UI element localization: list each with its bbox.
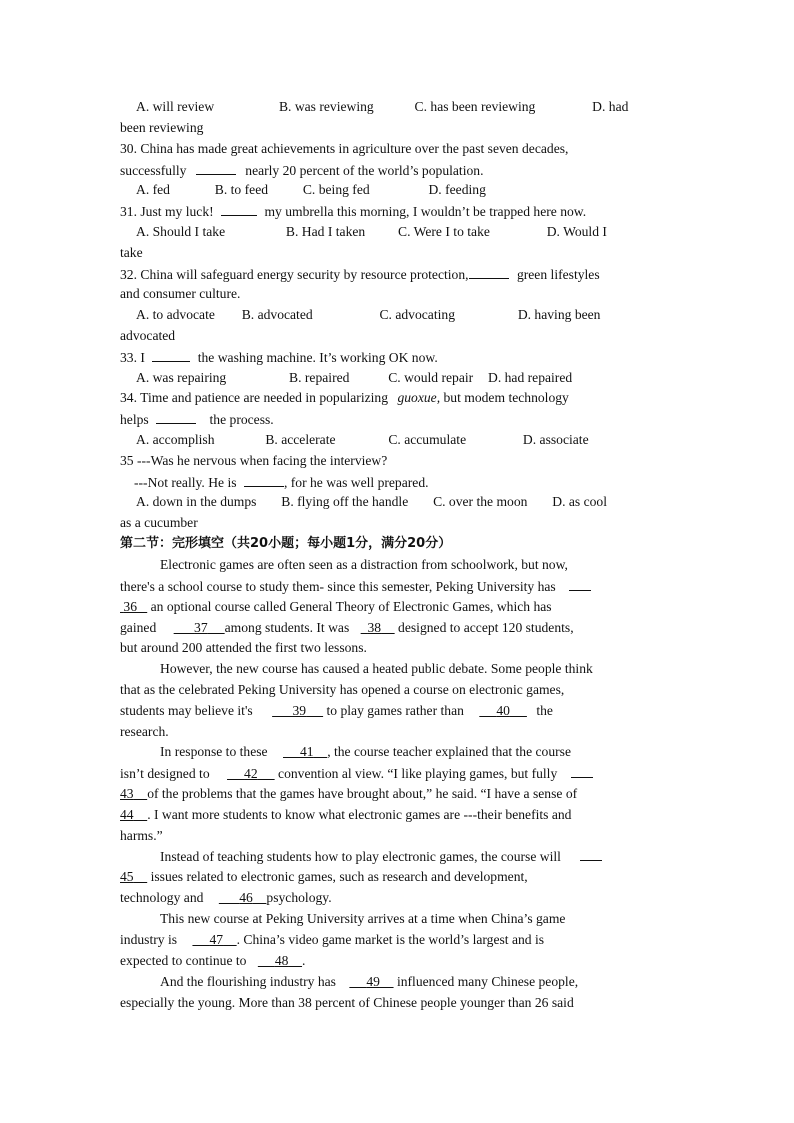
option-d: D. had repaired: [488, 370, 573, 385]
passage-line: gained 37 among students. It was 38 designed to accept 120 students,: [120, 620, 574, 635]
section-heading: 第二节：完形填空（共20小题；每小题1分，满分20分）: [120, 536, 452, 551]
q31-stem: 31. Just my luck! my umbrella this morning, I wouldn’t be trapped here now.: [120, 201, 680, 222]
option-b: B. flying off the handle: [281, 494, 409, 509]
answer-blank[interactable]: [469, 264, 509, 279]
answer-blank[interactable]: [244, 472, 284, 487]
passage-line: harms.”: [120, 828, 163, 843]
passage-line: This new course at Peking University arrives at a time when China’s game: [160, 911, 566, 926]
passage-line: research.: [120, 724, 169, 739]
option-d: D. had: [592, 99, 629, 114]
q29-option-wrap: been reviewing: [120, 120, 204, 135]
answer-blank[interactable]: [580, 846, 602, 861]
blank-41[interactable]: 41: [300, 744, 314, 759]
answer-blank[interactable]: [156, 409, 196, 424]
q29-options: [136, 97, 696, 117]
option-a: A. to advocate: [136, 307, 215, 322]
q33-options: [136, 368, 696, 388]
option-c: C. would repair: [388, 370, 474, 385]
q32-stem-line2: and consumer culture.: [120, 286, 241, 301]
passage-line: there's a school course to study them- since this semester, Peking University has: [120, 576, 680, 597]
blank-42[interactable]: 42: [244, 766, 258, 781]
answer-blank[interactable]: [152, 347, 190, 362]
option-b: B. repaired: [289, 370, 350, 385]
option-a: A. accomplish: [136, 432, 215, 447]
passage-line: especially the young. More than 38 percent of Chinese people younger than 26 said: [120, 995, 574, 1010]
option-d: D. associate: [522, 432, 589, 447]
option-c: C. accumulate: [388, 432, 467, 447]
q30-stem-line2: successfully nearly 20 percent of the world’s population.: [120, 160, 680, 181]
q35-stem-line1: 35 ---Was he nervous when facing the interview?: [120, 453, 388, 468]
q35-stem-line2: ---Not really. He is , for he was well prepared.: [134, 472, 694, 493]
q32-options: [136, 305, 696, 325]
answer-blank[interactable]: [569, 576, 591, 591]
option-c: C. Were I to take: [398, 224, 490, 239]
passage-line: expected to continue to 48 .: [120, 953, 306, 968]
option-b: B. accelerate: [265, 432, 336, 447]
blank-40[interactable]: 40: [496, 703, 510, 718]
passage-line: 44 . I want more students to know what electronic games are ---their benefits and: [120, 807, 572, 822]
passage-line: technology and 46 psychology.: [120, 890, 332, 905]
q30-options: [136, 180, 696, 200]
q35-options: [136, 492, 696, 512]
passage-line: Electronic games are often seen as a distraction from schoolwork, but now,: [160, 557, 568, 572]
q32-option-wrap: advocated: [120, 328, 176, 343]
passage-line: 45 issues related to electronic games, such as research and development,: [120, 869, 528, 884]
passage-line: However, the new course has caused a heated public debate. Some people think: [160, 661, 593, 676]
option-a: A. was repairing: [136, 370, 227, 385]
q34-options: [136, 430, 696, 450]
q30-stem-line1: 30. China has made great achievements in agriculture over the past seven decades,: [120, 141, 569, 156]
q33-stem: 33. I the washing machine. It’s working OK now.: [120, 347, 680, 368]
passage-line: but around 200 attended the first two lessons.: [120, 640, 367, 655]
passage-line: students may believe it's 39 to play games rather than 40 the: [120, 703, 553, 718]
q34-stem-line2: helps the process.: [120, 409, 680, 430]
option-a: A. fed: [136, 182, 170, 197]
blank-45[interactable]: 45: [120, 869, 134, 884]
option-b: B. to feed: [214, 182, 269, 197]
passage-line: 43 of the problems that the games have brought about,” he said. “I have a sense of: [120, 786, 578, 801]
passage-line: isn’t designed to 42 convention al view. “I like playing games, but fully: [120, 763, 680, 784]
option-a: A. will review: [136, 99, 215, 114]
q31-options: [136, 222, 696, 242]
option-d: D. Would I: [546, 224, 607, 239]
option-b: B. was reviewing: [278, 99, 374, 114]
passage-line: industry is 47 . China’s video game market is the world’s largest and is: [120, 932, 545, 947]
blank-49[interactable]: 49: [366, 974, 380, 989]
option-c: C. over the moon: [433, 494, 528, 509]
passage-line: Instead of teaching students how to play electronic games, the course will: [160, 846, 720, 867]
blank-38[interactable]: 38: [367, 620, 382, 635]
q31-option-wrap: take: [120, 245, 143, 260]
answer-blank[interactable]: [221, 201, 257, 216]
option-c: C. has been reviewing: [414, 99, 536, 114]
passage-line: 36 an optional course called General Theory of Electronic Games, which has: [120, 597, 680, 617]
answer-blank[interactable]: [571, 763, 593, 778]
blank-39[interactable]: 39: [292, 703, 307, 718]
option-a: A. Should I take: [136, 224, 226, 239]
q34-stem-line1: 34. Time and patience are needed in popularizing guoxue, but modem technology: [120, 390, 569, 405]
answer-blank[interactable]: [196, 160, 236, 175]
option-b: B. advocated: [241, 307, 313, 322]
option-a: A. down in the dumps: [136, 494, 257, 509]
blank-37[interactable]: 37: [194, 620, 208, 635]
option-b: B. Had I taken: [285, 224, 366, 239]
blank-47[interactable]: 47: [209, 932, 224, 947]
option-c: C. advocating: [379, 307, 455, 322]
blank-44[interactable]: 44: [120, 807, 134, 822]
blank-46[interactable]: 46: [239, 890, 253, 905]
passage-line: In response to these 41 , the course teacher explained that the course: [160, 744, 572, 759]
option-d: D. as cool: [552, 494, 608, 509]
option-d: D. feeding: [428, 182, 486, 197]
blank-36[interactable]: 36: [123, 599, 137, 614]
blank-48[interactable]: 48: [274, 953, 289, 968]
q32-stem-line1: 32. China will safeguard energy security by resource protection, green lifestyles: [120, 264, 680, 285]
passage-line: that as the celebrated Peking University has opened a course on electronic games,: [120, 682, 565, 697]
q35-option-wrap: as a cucumber: [120, 515, 198, 530]
passage-line: And the flourishing industry has 49 influenced many Chinese people,: [160, 974, 579, 989]
option-d: D. having been: [517, 307, 601, 322]
option-c: C. being fed: [302, 182, 370, 197]
blank-43[interactable]: 43: [120, 786, 134, 801]
